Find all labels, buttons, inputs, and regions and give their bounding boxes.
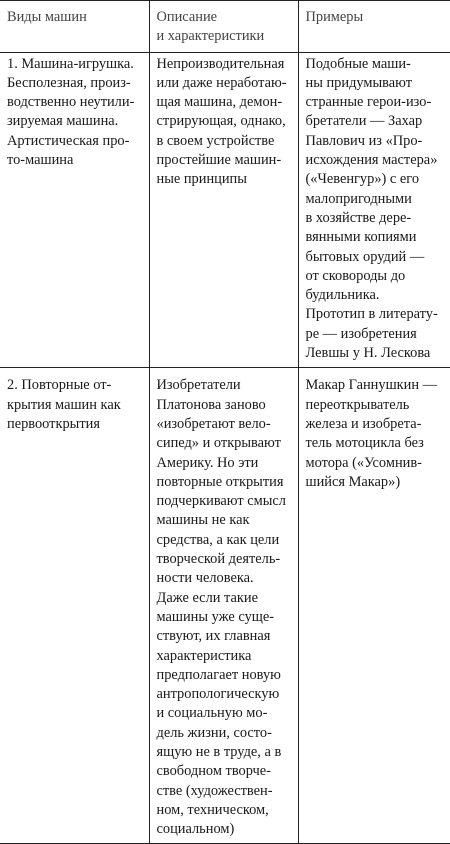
text-line: социальном) [156, 821, 235, 838]
text-line: бретатели — Захар [305, 113, 423, 130]
text-line: ном, техническом, [156, 801, 269, 818]
header-description [149, 1, 298, 53]
text-line: Платонова заново [156, 396, 266, 413]
text-line: Америку. Но эти [156, 454, 259, 471]
text-line: Артистическая про- [7, 132, 130, 149]
text-line: машины уже суще- [156, 608, 275, 625]
header-types-label: Виды машин [7, 9, 87, 25]
text-line: ящую не в труде, а в [156, 743, 282, 760]
row1-type-cell [0, 52, 149, 368]
text-line: Даже если такие [156, 589, 258, 606]
header-examples-label: Примеры [305, 9, 364, 25]
header-examples [298, 1, 450, 53]
text-line: переоткрыватель [305, 396, 410, 413]
text-line: ны придумывают [305, 74, 413, 91]
text-line: железа и изобрета- [305, 415, 422, 432]
text-line: стве (художествен- [156, 782, 273, 799]
text-line: стрирующая, однако, [156, 113, 286, 130]
text-line: первооткрытия [7, 415, 100, 432]
row2-type-text [7, 376, 146, 434]
text-line: в хозяйстве дере- [305, 209, 412, 226]
text-line: творческой деятель- [156, 551, 281, 568]
text-line: антропологическую [156, 686, 280, 703]
text-line: машины не как [156, 512, 250, 529]
text-line: тель мотоцикла без [305, 435, 424, 452]
text-line: 1. Машина-игрушка. [7, 55, 134, 72]
table-row [0, 52, 450, 368]
text-line: Подобные маши- [305, 55, 411, 72]
text-line: бытовых орудий — [305, 248, 425, 265]
text-line: ствуют, их главная [156, 628, 271, 645]
text-line: Павлович из «Про- [305, 132, 423, 149]
text-line: сипед» и открывают [156, 435, 281, 452]
text-line: исхождения мастера» [305, 152, 438, 169]
text-line: повторные открытия [156, 473, 284, 490]
text-line: или даже неработаю- [156, 74, 287, 91]
text-line: ре — изобретения [305, 325, 417, 342]
text-line: щая машина, демон- [156, 94, 283, 111]
table-row [0, 368, 450, 844]
row2-examples-text [306, 376, 448, 492]
text-line: характеристика [156, 647, 252, 664]
row1-type-text [7, 55, 146, 171]
row1-description-cell [149, 52, 298, 368]
text-line: мотора («Усомнив- [305, 454, 422, 471]
text-line: то-машина [7, 152, 74, 169]
text-line: простейшие машин- [156, 152, 282, 169]
row1-description-text [157, 55, 295, 190]
text-line: Прототип в литерату- [305, 306, 438, 323]
text-line: от сковороды до [305, 267, 406, 284]
text-line: Бесполезная, произ- [7, 74, 131, 91]
text-line: Левшы у Н. Лескова [305, 345, 431, 362]
text-line: вянными копиями [305, 229, 417, 246]
row2-examples-cell [298, 368, 450, 844]
text-line: ные принципы [156, 171, 247, 188]
header-types [0, 1, 149, 53]
text-line: («Чевенгур») с его [305, 171, 420, 188]
text-line: и социальную мо- [156, 705, 268, 722]
text-line: малопригодными [305, 190, 412, 207]
header-description-label: Описание и характеристики [156, 9, 265, 45]
table-header-row [0, 1, 450, 53]
row2-description-text [157, 376, 295, 839]
text-line: зируемая машина. [7, 113, 119, 130]
text-line: Непроизводительная [156, 55, 285, 72]
row1-examples-cell [298, 52, 450, 368]
row1-examples-text [306, 55, 448, 364]
text-line: шийся Макар») [305, 473, 401, 490]
text-line: крытия машин как [7, 396, 121, 413]
text-line: Изобретатели [156, 377, 241, 394]
text-line: «изобретают вело- [156, 415, 271, 432]
text-line: свободном творче- [156, 763, 271, 780]
text-line: предполагает новую [156, 666, 281, 683]
row2-description-cell [149, 368, 298, 844]
text-line: дель жизни, состо- [156, 724, 272, 741]
text-line: в своем устройстве [156, 132, 275, 149]
text-line: странные герои-изо- [305, 94, 432, 111]
row2-type-cell [0, 368, 149, 844]
text-line: Макар Ганнушкин — [305, 377, 438, 394]
text-line: средства, а как цели [156, 531, 280, 548]
text-line: ности человека. [156, 570, 254, 587]
text-line: 2. Повторные от- [7, 377, 112, 394]
text-line: будильника. [305, 287, 380, 304]
text-line: водственно неутили- [7, 94, 135, 111]
text-line: подчеркивают смысл [156, 493, 286, 510]
